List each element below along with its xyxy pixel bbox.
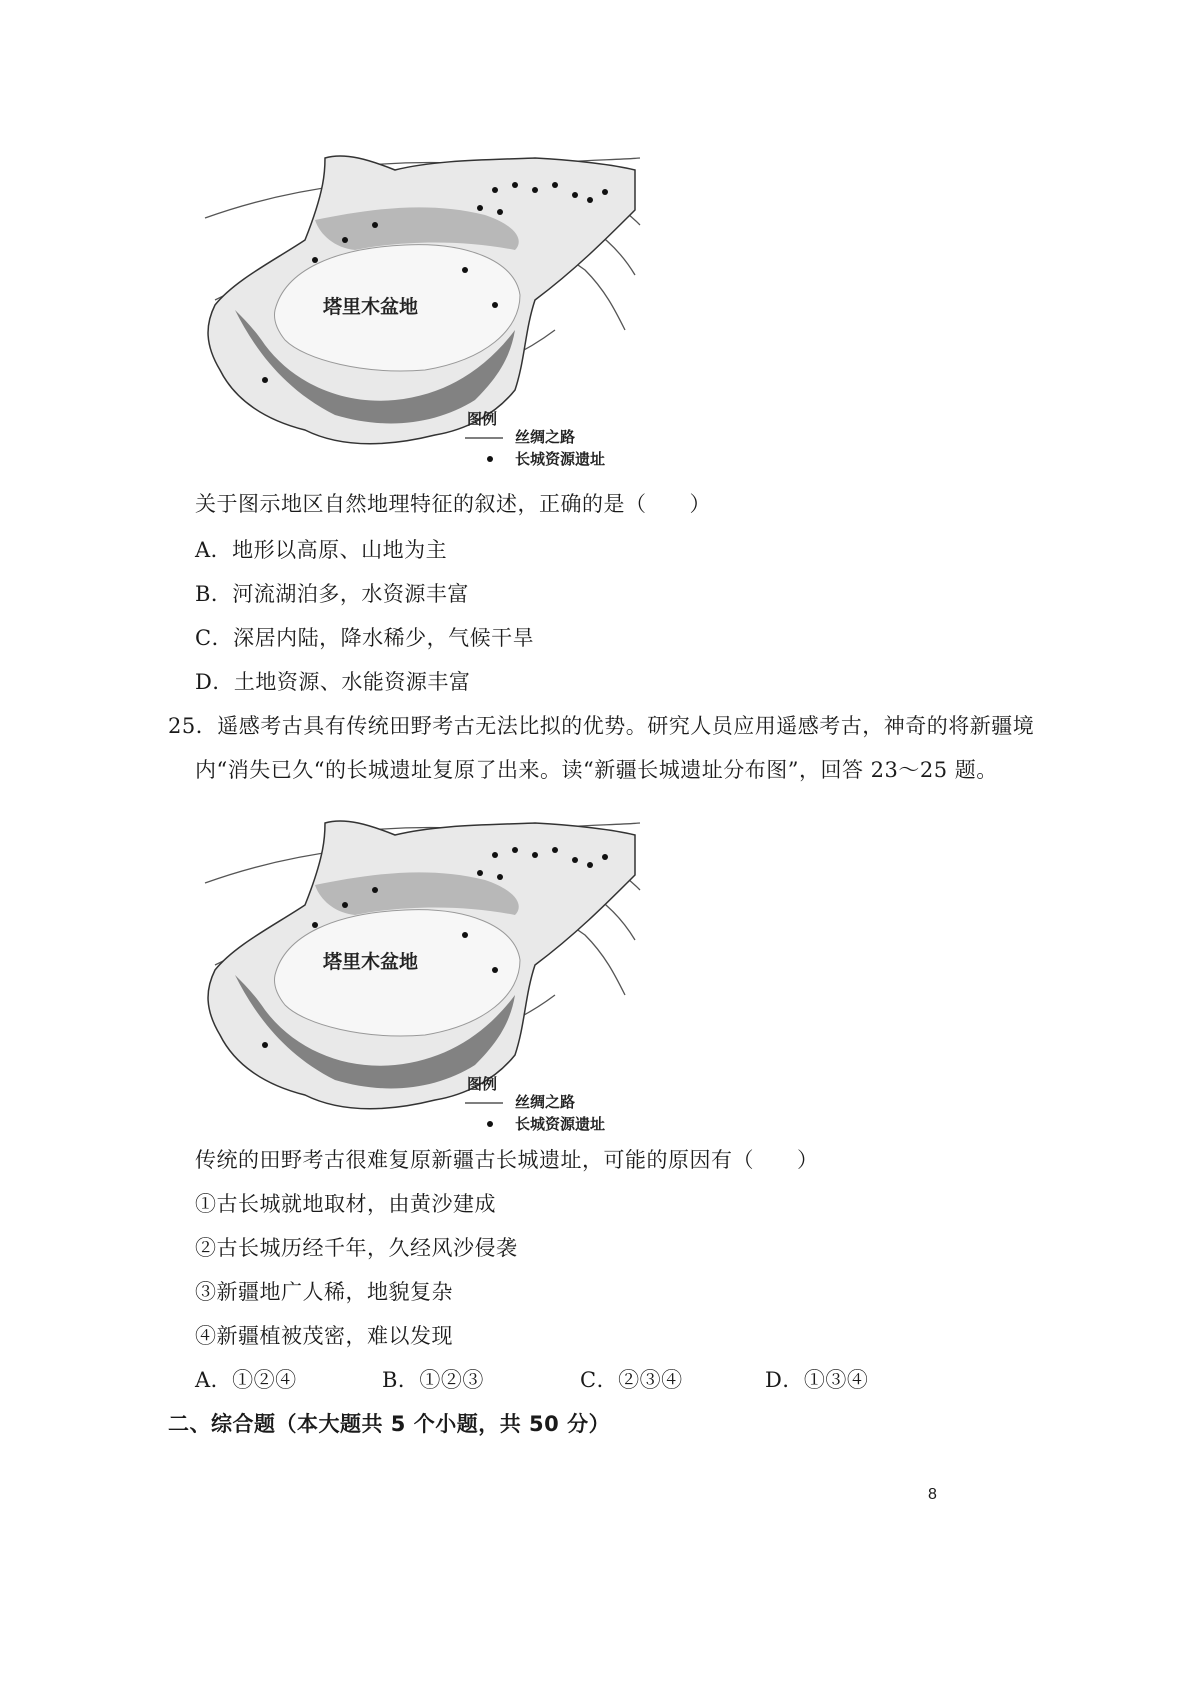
- legend-line-symbol: [465, 1099, 505, 1107]
- q24-option-c: C．深居内陆，降水稀少，气候干旱: [195, 626, 535, 650]
- q25-statement-1: ①古长城就地取材，由黄沙建成: [195, 1192, 496, 1216]
- q25-stem: 传统的田野考古很难复原新疆古长城遗址，可能的原因有（ ）: [195, 1148, 819, 1172]
- q25-option-c: C．②③④: [580, 1368, 683, 1392]
- basin-label: 塔里木盆地: [323, 951, 419, 973]
- q25-statement-2: ②古长城历经千年，久经风沙侵袭: [195, 1236, 518, 1260]
- q25-statement-4: ④新疆植被茂密，难以发现: [195, 1324, 453, 1348]
- legend-item-silk-road: 丝绸之路: [515, 428, 576, 446]
- legend-line-symbol: [465, 434, 505, 442]
- legend-item-great-wall-sites: 长城资源遗址: [515, 450, 606, 468]
- page-number: 8: [928, 1486, 937, 1503]
- q25-option-d: D．①③④: [765, 1368, 869, 1392]
- q24-option-a: A．地形以高原、山地为主: [195, 538, 448, 562]
- q24-stem: 关于图示地区自然地理特征的叙述，正确的是（ ）: [195, 492, 711, 516]
- q25-intro-line-2: 内“消失已久“的长城遗址复原了出来。读“新疆长城遗址分布图”，回答 23～25 题。: [195, 758, 998, 782]
- q25-option-b: B．①②③: [382, 1368, 484, 1392]
- q25-option-a: A．①②④: [195, 1368, 297, 1392]
- section-heading: 二、综合题（本大题共 5 个小题，共 50 分）: [168, 1412, 611, 1436]
- q24-option-b: B．河流湖泊多，水资源丰富: [195, 582, 469, 606]
- q24-option-d: D．土地资源、水能资源丰富: [195, 670, 471, 694]
- legend-title: 图例: [467, 410, 498, 428]
- xinjiang-great-wall-map-2: [195, 795, 645, 1140]
- basin-label: 塔里木盆地: [323, 296, 419, 318]
- legend-item-silk-road: 丝绸之路: [515, 1093, 576, 1111]
- legend-item-great-wall-sites: 长城资源遗址: [515, 1115, 606, 1133]
- q25-intro-line-1: 25．遥感考古具有传统田野考古无法比拟的优势。研究人员应用遥感考古，神奇的将新疆境: [168, 714, 1035, 738]
- legend-title: 图例: [467, 1075, 498, 1093]
- xinjiang-great-wall-map-1: [195, 130, 645, 475]
- legend-dot-symbol: [485, 454, 495, 464]
- map-drawing: [195, 795, 645, 1140]
- legend-dot-symbol: [485, 1119, 495, 1129]
- q25-statement-3: ③新疆地广人稀，地貌复杂: [195, 1280, 453, 1304]
- map-drawing: [195, 130, 645, 475]
